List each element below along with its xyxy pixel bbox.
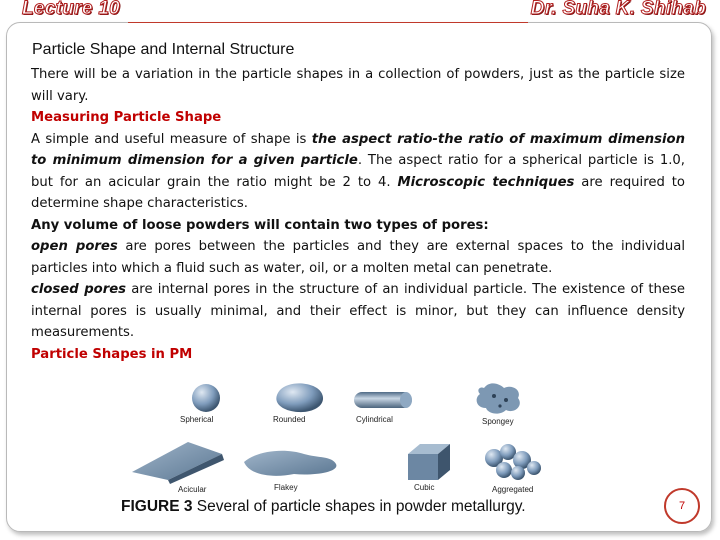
label-acicular: Acicular — [178, 485, 207, 494]
cylinder-end — [400, 392, 412, 408]
slide-body — [31, 64, 685, 365]
label-spongey: Spongey — [482, 417, 514, 426]
header-rule — [128, 22, 528, 23]
closed-pores-text: are internal pores in the structure of an individual particle. The existence of these internal pores is usually minimal, and their effect is minor, but they can influence density measurements. — [31, 282, 685, 340]
shapes-heading: Particle Shapes in PM — [31, 346, 193, 362]
flakey-particle — [244, 451, 336, 476]
rounded-particle — [276, 383, 323, 412]
slide-title: Particle Shape and Internal Structure — [32, 41, 295, 58]
sponge-pore — [498, 404, 501, 407]
measuring-text-3: are required to determine shape characteristics. — [31, 174, 685, 211]
figure-caption-text: Several of particle shapes in powder metallurgy. — [192, 498, 526, 515]
page-number-badge — [664, 488, 700, 524]
pores-heading: Any volume of loose powders will contain two types of pores: — [31, 217, 489, 233]
open-pores-text: are pores between the particles and they are external spaces to the individual particles into which a fluid such as water, oil, or a molten metal can penetrate. — [31, 239, 685, 276]
open-pores-paragraph — [31, 236, 685, 279]
particle-shapes-svg — [118, 376, 568, 494]
measuring-heading: Measuring Particle Shape — [31, 110, 222, 125]
label-spherical: Spherical — [180, 415, 214, 424]
figure-caption-label: FIGURE 3 — [121, 498, 193, 515]
label-cylindrical: Cylindrical — [356, 415, 393, 424]
cubic-particle-front — [408, 454, 438, 480]
label-aggregated: Aggregated — [492, 485, 534, 494]
aggregated-particle — [485, 444, 541, 480]
spherical-particle — [192, 384, 220, 412]
intro-paragraph: There will be a variation in the particle shapes in a collection of powders, just as the particle size will vary. — [31, 67, 685, 104]
closed-pores-term: closed pores — [31, 282, 127, 297]
sponge-pore — [492, 394, 496, 398]
label-cubic: Cubic — [414, 483, 435, 492]
measuring-text-1: A simple and useful measure of shape is — [31, 131, 312, 147]
lecture-header: Lecture 10 — [22, 0, 121, 19]
label-rounded: Rounded — [273, 415, 306, 424]
closed-pores-paragraph — [31, 279, 685, 344]
spongey-particle — [477, 383, 520, 413]
aspect-ratio-definition: the aspect ratio-the ratio of maximum dimension to minimum dimension for a given particle — [31, 131, 685, 168]
measuring-text-2: . The aspect ratio for a spherical particle is 1.0, but for an acicular grain the ratio might be 2 to 4. — [31, 153, 685, 190]
figure-caption — [121, 498, 526, 516]
measuring-paragraph — [31, 129, 685, 215]
particle-shapes-figure — [118, 376, 568, 494]
author-header: Dr. Suha K. Shihab — [530, 0, 706, 19]
open-pores-term: open pores — [31, 239, 118, 254]
microscopic-techniques-term: Microscopic techniques — [397, 174, 575, 190]
label-flakey: Flakey — [274, 483, 298, 492]
page-number: 7 — [678, 500, 686, 512]
sponge-pore — [504, 398, 508, 402]
